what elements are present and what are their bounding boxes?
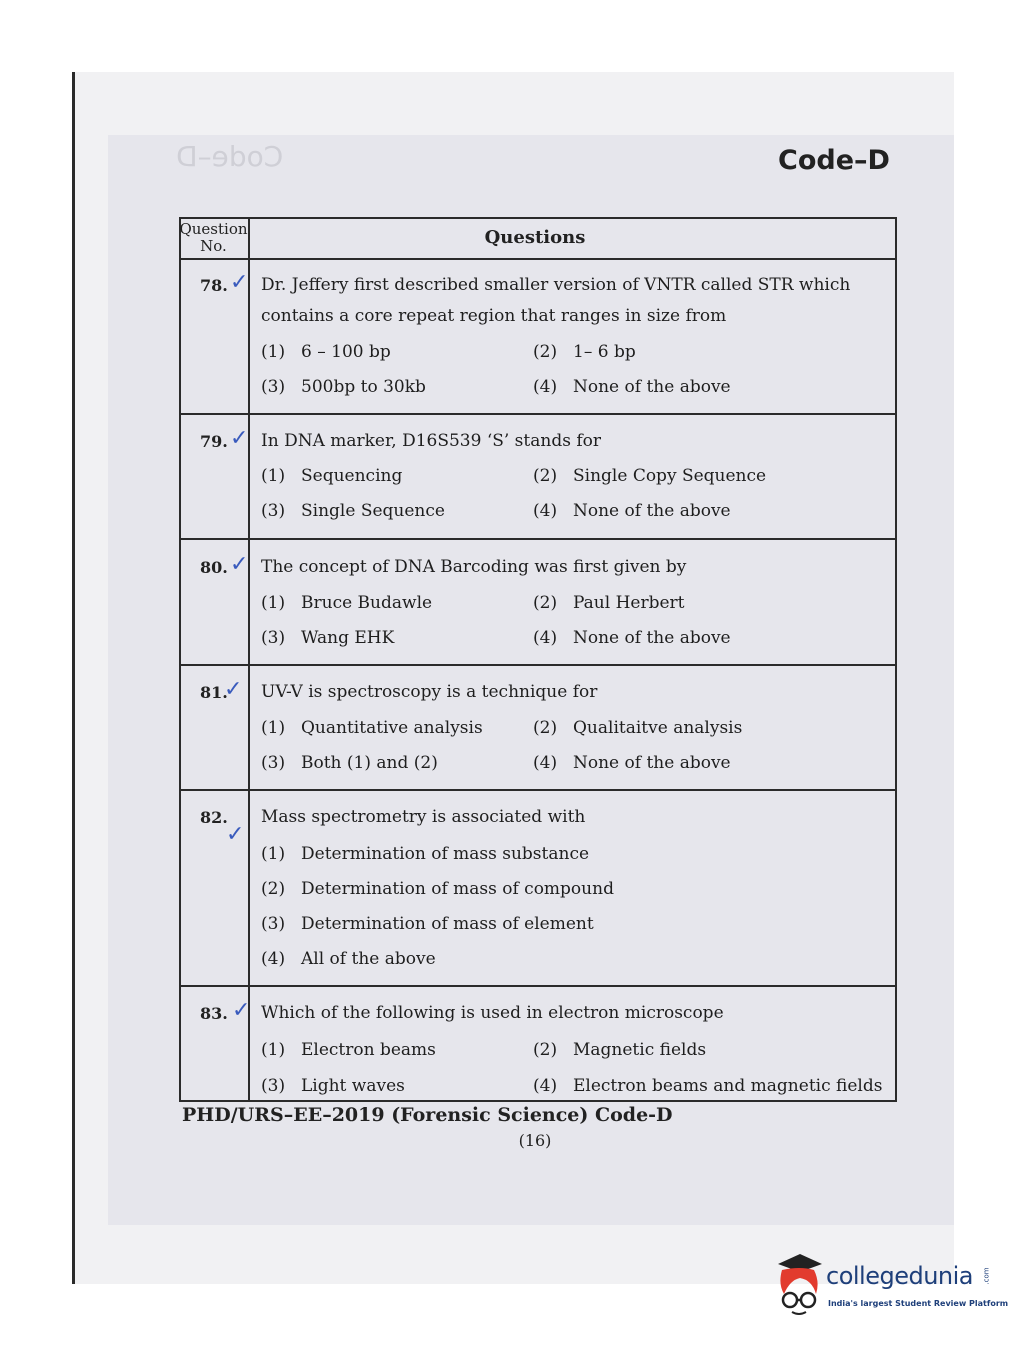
option-text: None of the above bbox=[573, 628, 731, 648]
row-divider bbox=[179, 538, 897, 540]
column-divider bbox=[248, 217, 250, 1102]
option-text: 500bp to 30kb bbox=[301, 377, 426, 397]
checkmark-icon: ✓ bbox=[226, 822, 245, 847]
option-2 bbox=[533, 593, 685, 613]
checkmark-icon: ✓ bbox=[230, 426, 249, 451]
option-3 bbox=[261, 753, 438, 773]
option-1 bbox=[261, 342, 391, 362]
option-text: Qualitaitve analysis bbox=[573, 718, 743, 738]
logo-wordmark: collegedunia bbox=[826, 1262, 974, 1290]
option-4 bbox=[261, 949, 436, 969]
logo-tagline: India's largest Student Review Platform bbox=[828, 1299, 1009, 1308]
question-number: 81. bbox=[200, 683, 228, 702]
option-number: (1) bbox=[261, 718, 286, 738]
question-stem: Dr. Jeffery first described smaller version of VNTR called STR which contains a core repeat region that ranges in size from bbox=[261, 275, 851, 326]
option-1 bbox=[261, 1040, 436, 1060]
option-number: (2) bbox=[261, 879, 286, 899]
option-number: (1) bbox=[261, 466, 286, 486]
option-number: (4) bbox=[533, 377, 558, 397]
question-stem: Which of the following is used in electron microscope bbox=[261, 1003, 724, 1023]
option-number: (1) bbox=[261, 593, 286, 613]
option-text: None of the above bbox=[573, 377, 731, 397]
header-no-label: No. bbox=[200, 237, 227, 255]
checkmark-icon: ✓ bbox=[224, 677, 243, 702]
checkmark-icon: ✓ bbox=[230, 552, 249, 577]
option-4 bbox=[533, 377, 731, 397]
row-divider bbox=[179, 789, 897, 791]
option-1 bbox=[261, 466, 402, 486]
option-number: (4) bbox=[261, 949, 286, 969]
option-number: (4) bbox=[533, 628, 558, 648]
option-text: Both (1) and (2) bbox=[301, 753, 438, 773]
row-divider bbox=[179, 985, 897, 987]
option-2 bbox=[533, 1040, 706, 1060]
exam-footer-title: PHD/URS–EE–2019 (Forensic Science) Code-D bbox=[182, 1104, 673, 1126]
option-3 bbox=[261, 628, 394, 648]
checkmark-icon: ✓ bbox=[230, 270, 249, 295]
option-text: Paul Herbert bbox=[573, 593, 685, 613]
row-divider bbox=[179, 258, 897, 260]
header-question-label: Question bbox=[179, 220, 248, 238]
option-number: (3) bbox=[261, 1076, 286, 1096]
option-number: (2) bbox=[533, 342, 558, 362]
option-4 bbox=[533, 1076, 882, 1096]
option-number: (1) bbox=[261, 844, 286, 864]
collegedunia-logo bbox=[770, 1248, 1009, 1318]
option-number: (1) bbox=[261, 1040, 286, 1060]
option-3 bbox=[261, 1076, 405, 1096]
question-stem: UV-V is spectroscopy is a technique for bbox=[261, 682, 598, 702]
checkmark-icon: ✓ bbox=[232, 998, 251, 1023]
option-text: 1– 6 bp bbox=[573, 342, 636, 362]
option-number: (2) bbox=[533, 466, 558, 486]
option-number: (1) bbox=[261, 342, 286, 362]
option-3 bbox=[261, 377, 426, 397]
row-divider bbox=[179, 413, 897, 415]
option-text: Magnetic fields bbox=[573, 1040, 707, 1060]
option-number: (3) bbox=[261, 628, 286, 648]
option-text: Wang EHK bbox=[301, 628, 395, 648]
option-text: Determination of mass of compound bbox=[301, 879, 614, 899]
option-text: Light waves bbox=[301, 1076, 405, 1096]
question-number: 80. bbox=[200, 558, 228, 577]
code-label: Code–D bbox=[778, 145, 890, 176]
option-4 bbox=[533, 628, 731, 648]
bleed-through-code: Code–D bbox=[176, 140, 284, 173]
option-2 bbox=[533, 342, 636, 362]
option-number: (2) bbox=[533, 593, 558, 613]
option-number: (2) bbox=[533, 1040, 558, 1060]
page-number: (16) bbox=[518, 1131, 552, 1150]
question-number: 78. bbox=[200, 276, 228, 295]
option-number: (3) bbox=[261, 501, 286, 521]
question-stem: The concept of DNA Barcoding was first given by bbox=[261, 557, 687, 577]
question-number: 82. bbox=[200, 808, 228, 827]
row-divider bbox=[179, 664, 897, 666]
option-number: (4) bbox=[533, 1076, 558, 1096]
question-stem: In DNA marker, D16S539 ‘S’ stands for bbox=[261, 431, 601, 451]
option-text: Electron beams bbox=[301, 1040, 436, 1060]
option-text: Single Sequence bbox=[301, 501, 445, 521]
option-text: None of the above bbox=[573, 501, 731, 521]
option-3 bbox=[261, 914, 594, 934]
question-number: 79. bbox=[200, 432, 228, 451]
option-number: (3) bbox=[261, 377, 286, 397]
option-2 bbox=[261, 879, 614, 899]
header-questions: Questions bbox=[484, 227, 586, 248]
logo-com-suffix: .com bbox=[982, 1267, 991, 1285]
option-text: Single Copy Sequence bbox=[573, 466, 767, 486]
option-text: Determination of mass of element bbox=[301, 914, 594, 934]
option-text: Quantitative analysis bbox=[301, 718, 483, 738]
option-text: All of the above bbox=[301, 949, 436, 969]
option-text: Determination of mass substance bbox=[301, 844, 590, 864]
option-text: Bruce Budawle bbox=[301, 593, 433, 613]
option-4 bbox=[533, 753, 731, 773]
option-number: (2) bbox=[533, 718, 558, 738]
option-1 bbox=[261, 718, 483, 738]
question-stem: Mass spectrometry is associated with bbox=[261, 807, 586, 827]
option-number: (3) bbox=[261, 753, 286, 773]
option-1 bbox=[261, 593, 432, 613]
option-3 bbox=[261, 501, 445, 521]
option-2 bbox=[533, 466, 766, 486]
question-number: 83. bbox=[200, 1004, 228, 1023]
option-1 bbox=[261, 844, 589, 864]
option-number: (4) bbox=[533, 501, 558, 521]
option-text: None of the above bbox=[573, 753, 731, 773]
option-number: (3) bbox=[261, 914, 286, 934]
option-text: Sequencing bbox=[301, 466, 403, 486]
option-number: (4) bbox=[533, 753, 558, 773]
option-2 bbox=[533, 718, 742, 738]
header-question-no bbox=[179, 221, 248, 255]
option-text: Electron beams and magnetic fields bbox=[573, 1076, 883, 1096]
option-text: 6 – 100 bp bbox=[301, 342, 391, 362]
option-4 bbox=[533, 501, 731, 521]
student-mascot-icon bbox=[770, 1250, 828, 1316]
